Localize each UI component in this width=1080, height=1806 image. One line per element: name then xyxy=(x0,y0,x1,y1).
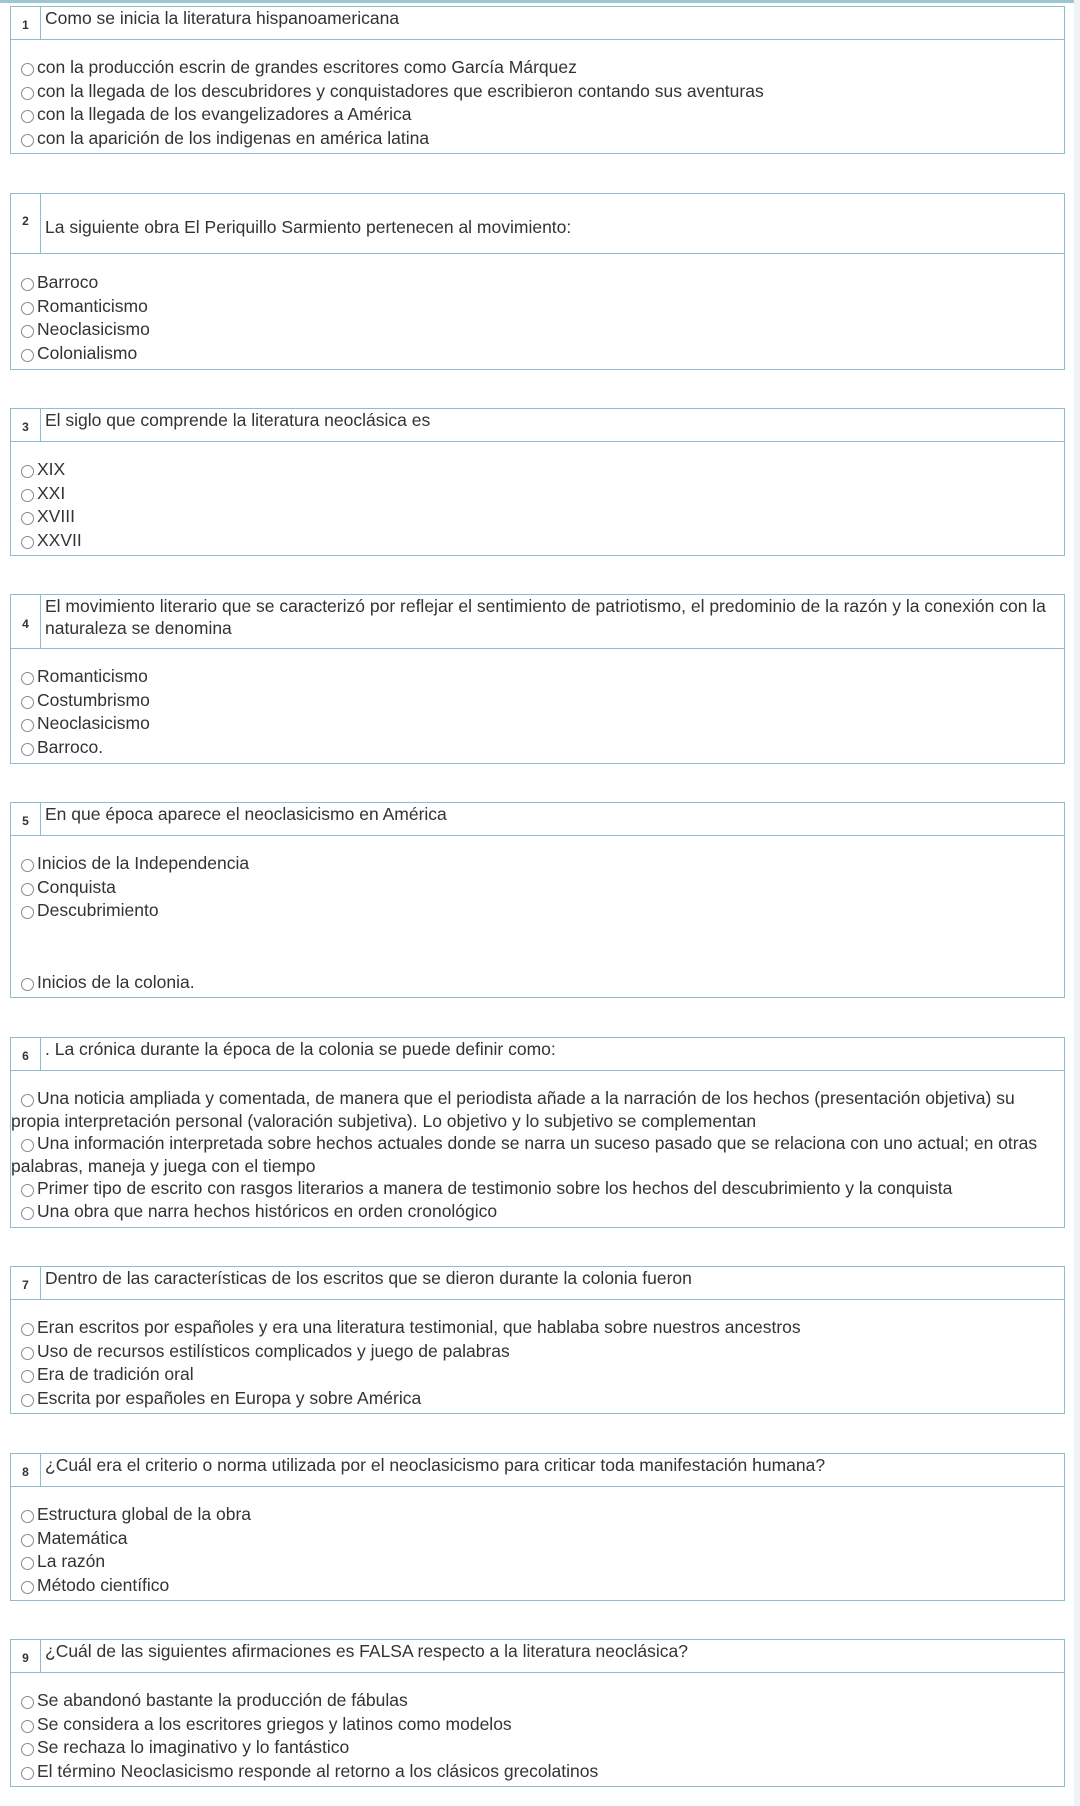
answer-option[interactable]: Neoclasicismo xyxy=(11,712,1064,736)
answer-options xyxy=(11,1487,1064,1597)
answer-option[interactable]: Estructura global de la obra xyxy=(11,1503,1064,1527)
question-card-3 xyxy=(10,408,1065,556)
question-number: 4 xyxy=(11,595,41,648)
answer-option[interactable]: Escrita por españoles en Europa y sobre América xyxy=(11,1387,1064,1411)
question-number: 8 xyxy=(11,1454,41,1486)
answer-option[interactable]: Colonialismo xyxy=(11,342,1064,366)
answer-option[interactable]: XVIII xyxy=(11,505,1064,529)
question-card-8 xyxy=(10,1453,1065,1601)
question-text: Dentro de las características de los escritos que se dieron durante la colonia fueron xyxy=(45,1268,692,1288)
radio-button-icon[interactable] xyxy=(21,1767,34,1780)
radio-button-icon[interactable] xyxy=(21,465,34,478)
answer-option[interactable]: Una información interpretada sobre hechos actuales donde se narra un suceso pasado que se relaciona con uno actual; en otras palabras, maneja y juega con el tiempo xyxy=(11,1133,1038,1176)
answer-option[interactable]: Eran escritos por españoles y era una literatura testimonial, que hablaba sobre nuestros ancestros xyxy=(11,1316,1064,1340)
radio-button-icon[interactable] xyxy=(21,672,34,685)
answer-option[interactable]: Se rechaza lo imaginativo y lo fantástico xyxy=(11,1736,1064,1760)
radio-button-icon[interactable] xyxy=(21,1184,34,1197)
question-number: 5 xyxy=(11,803,41,835)
radio-button-icon[interactable] xyxy=(21,978,34,991)
answer-option[interactable]: Romanticismo xyxy=(11,295,1064,319)
radio-button-icon[interactable] xyxy=(21,302,34,315)
question-card-1 xyxy=(10,6,1065,154)
question-card-4 xyxy=(10,594,1065,764)
radio-button-icon[interactable] xyxy=(21,1323,34,1336)
question-number: 3 xyxy=(11,409,41,441)
answer-option[interactable]: El término Neoclasicismo responde al retorno a los clásicos grecolatinos xyxy=(11,1760,1064,1784)
answer-options xyxy=(11,254,1064,365)
question-text: Como se inicia la literatura hispanoamericana xyxy=(45,8,400,28)
question-text: ¿Cuál era el criterio o norma utilizada por el neoclasicismo para criticar toda manifestación humana? xyxy=(45,1455,826,1475)
radio-button-icon[interactable] xyxy=(21,63,34,76)
answer-option[interactable]: con la producción escrin de grandes escritores como García Márquez xyxy=(11,56,1064,80)
radio-button-icon[interactable] xyxy=(21,1139,34,1152)
answer-options xyxy=(11,40,1064,150)
radio-button-icon[interactable] xyxy=(21,696,34,709)
answer-option[interactable]: Primer tipo de escrito con rasgos literarios a manera de testimonio sobre los hechos del descubrimiento y la conquista xyxy=(11,1177,1064,1200)
answer-option[interactable]: Se abandonó bastante la producción de fábulas xyxy=(11,1689,1064,1713)
question-card-5 xyxy=(10,802,1065,998)
question-text: La siguiente obra El Periquillo Sarmiento pertenecen al movimiento: xyxy=(45,216,572,237)
radio-button-icon[interactable] xyxy=(21,1696,34,1709)
question-card-7 xyxy=(10,1266,1065,1414)
radio-button-icon[interactable] xyxy=(21,1394,34,1407)
answer-option[interactable]: XXI xyxy=(11,482,1064,506)
answer-options xyxy=(11,649,1064,759)
answer-option[interactable]: Método científico xyxy=(11,1574,1064,1598)
radio-button-icon[interactable] xyxy=(21,110,34,123)
question-card-6 xyxy=(10,1037,1065,1228)
radio-button-icon[interactable] xyxy=(21,512,34,525)
answer-option[interactable]: Romanticismo xyxy=(11,665,1064,689)
question-text: . La crónica durante la época de la colonia se puede definir como: xyxy=(45,1039,556,1059)
question-number: 7 xyxy=(11,1267,41,1299)
answer-option[interactable]: Era de tradición oral xyxy=(11,1363,1064,1387)
answer-option[interactable]: Barroco. xyxy=(11,736,1064,760)
radio-button-icon[interactable] xyxy=(21,489,34,502)
radio-button-icon[interactable] xyxy=(21,743,34,756)
answer-option[interactable]: Conquista xyxy=(11,876,1064,900)
question-text: En que época aparece el neoclasicismo en América xyxy=(45,804,447,824)
question-number: 6 xyxy=(11,1038,41,1070)
answer-option[interactable]: Barroco xyxy=(11,271,1064,295)
answer-option[interactable]: Neoclasicismo xyxy=(11,318,1064,342)
answer-option[interactable]: Descubrimiento xyxy=(11,899,1064,923)
answer-option[interactable]: con la llegada de los descubridores y conquistadores que escribieron contando sus aventuras xyxy=(11,80,1064,104)
radio-button-icon[interactable] xyxy=(21,1094,34,1107)
answer-option[interactable]: Una noticia ampliada y comentada, de manera que el periodista añade a la narración de los hechos (presentación objetiva) su propia interpretación personal (valoración subjetiva). Lo objetivo y lo subjetivo se complementan xyxy=(11,1088,1015,1131)
radio-button-icon[interactable] xyxy=(21,1743,34,1756)
answer-option[interactable]: Se considera a los escritores griegos y latinos como modelos xyxy=(11,1713,1064,1737)
radio-button-icon[interactable] xyxy=(21,536,34,549)
radio-button-icon[interactable] xyxy=(21,1370,34,1383)
answer-option[interactable]: Una obra que narra hechos históricos en orden cronológico xyxy=(11,1200,1064,1223)
radio-button-icon[interactable] xyxy=(21,134,34,147)
answer-options xyxy=(11,1071,1064,1222)
answer-options xyxy=(11,442,1064,552)
answer-options xyxy=(11,836,1064,994)
radio-button-icon[interactable] xyxy=(21,906,34,919)
question-card-9 xyxy=(10,1639,1065,1787)
question-number: 1 xyxy=(11,7,41,39)
radio-button-icon[interactable] xyxy=(21,349,34,362)
radio-button-icon[interactable] xyxy=(21,1347,34,1360)
radio-button-icon[interactable] xyxy=(21,1581,34,1594)
answer-option[interactable]: Uso de recursos estilísticos complicados y juego de palabras xyxy=(11,1340,1064,1364)
radio-button-icon[interactable] xyxy=(21,1557,34,1570)
answer-option[interactable]: Inicios de la Independencia xyxy=(11,852,1064,876)
radio-button-icon[interactable] xyxy=(21,883,34,896)
answer-options xyxy=(11,1300,1064,1410)
radio-button-icon[interactable] xyxy=(21,1534,34,1547)
answer-option[interactable]: Inicios de la colonia. xyxy=(11,971,1064,995)
radio-button-icon[interactable] xyxy=(21,1510,34,1523)
answer-options xyxy=(11,1673,1064,1783)
answer-option[interactable]: XXVII xyxy=(11,529,1064,553)
radio-button-icon[interactable] xyxy=(21,87,34,100)
answer-option[interactable]: con la aparición de los indigenas en américa latina xyxy=(11,127,1064,151)
question-text: ¿Cuál de las siguientes afirmaciones es FALSA respecto a la literatura neoclásica? xyxy=(45,1641,688,1661)
radio-button-icon[interactable] xyxy=(21,278,34,291)
question-text: El siglo que comprende la literatura neoclásica es xyxy=(45,410,431,430)
answer-option[interactable]: La razón xyxy=(11,1550,1064,1574)
radio-button-icon[interactable] xyxy=(21,1720,34,1733)
question-card-2 xyxy=(10,193,1065,370)
answer-option[interactable]: con la llegada de los evangelizadores a América xyxy=(11,103,1064,127)
question-number: 9 xyxy=(11,1640,41,1672)
radio-button-icon[interactable] xyxy=(21,1207,34,1220)
answer-option[interactable]: Matemática xyxy=(11,1527,1064,1551)
radio-button-icon[interactable] xyxy=(21,859,34,872)
answer-option[interactable]: Costumbrismo xyxy=(11,689,1064,713)
question-number: 2 xyxy=(11,194,41,253)
question-text: El movimiento literario que se caracterizó por reflejar el sentimiento de patriotismo, el predominio de la razón y la conexión con la naturaleza se denomina xyxy=(45,596,1046,638)
radio-button-icon[interactable] xyxy=(21,325,34,338)
answer-option[interactable]: XIX xyxy=(11,458,1064,482)
radio-button-icon[interactable] xyxy=(21,719,34,732)
